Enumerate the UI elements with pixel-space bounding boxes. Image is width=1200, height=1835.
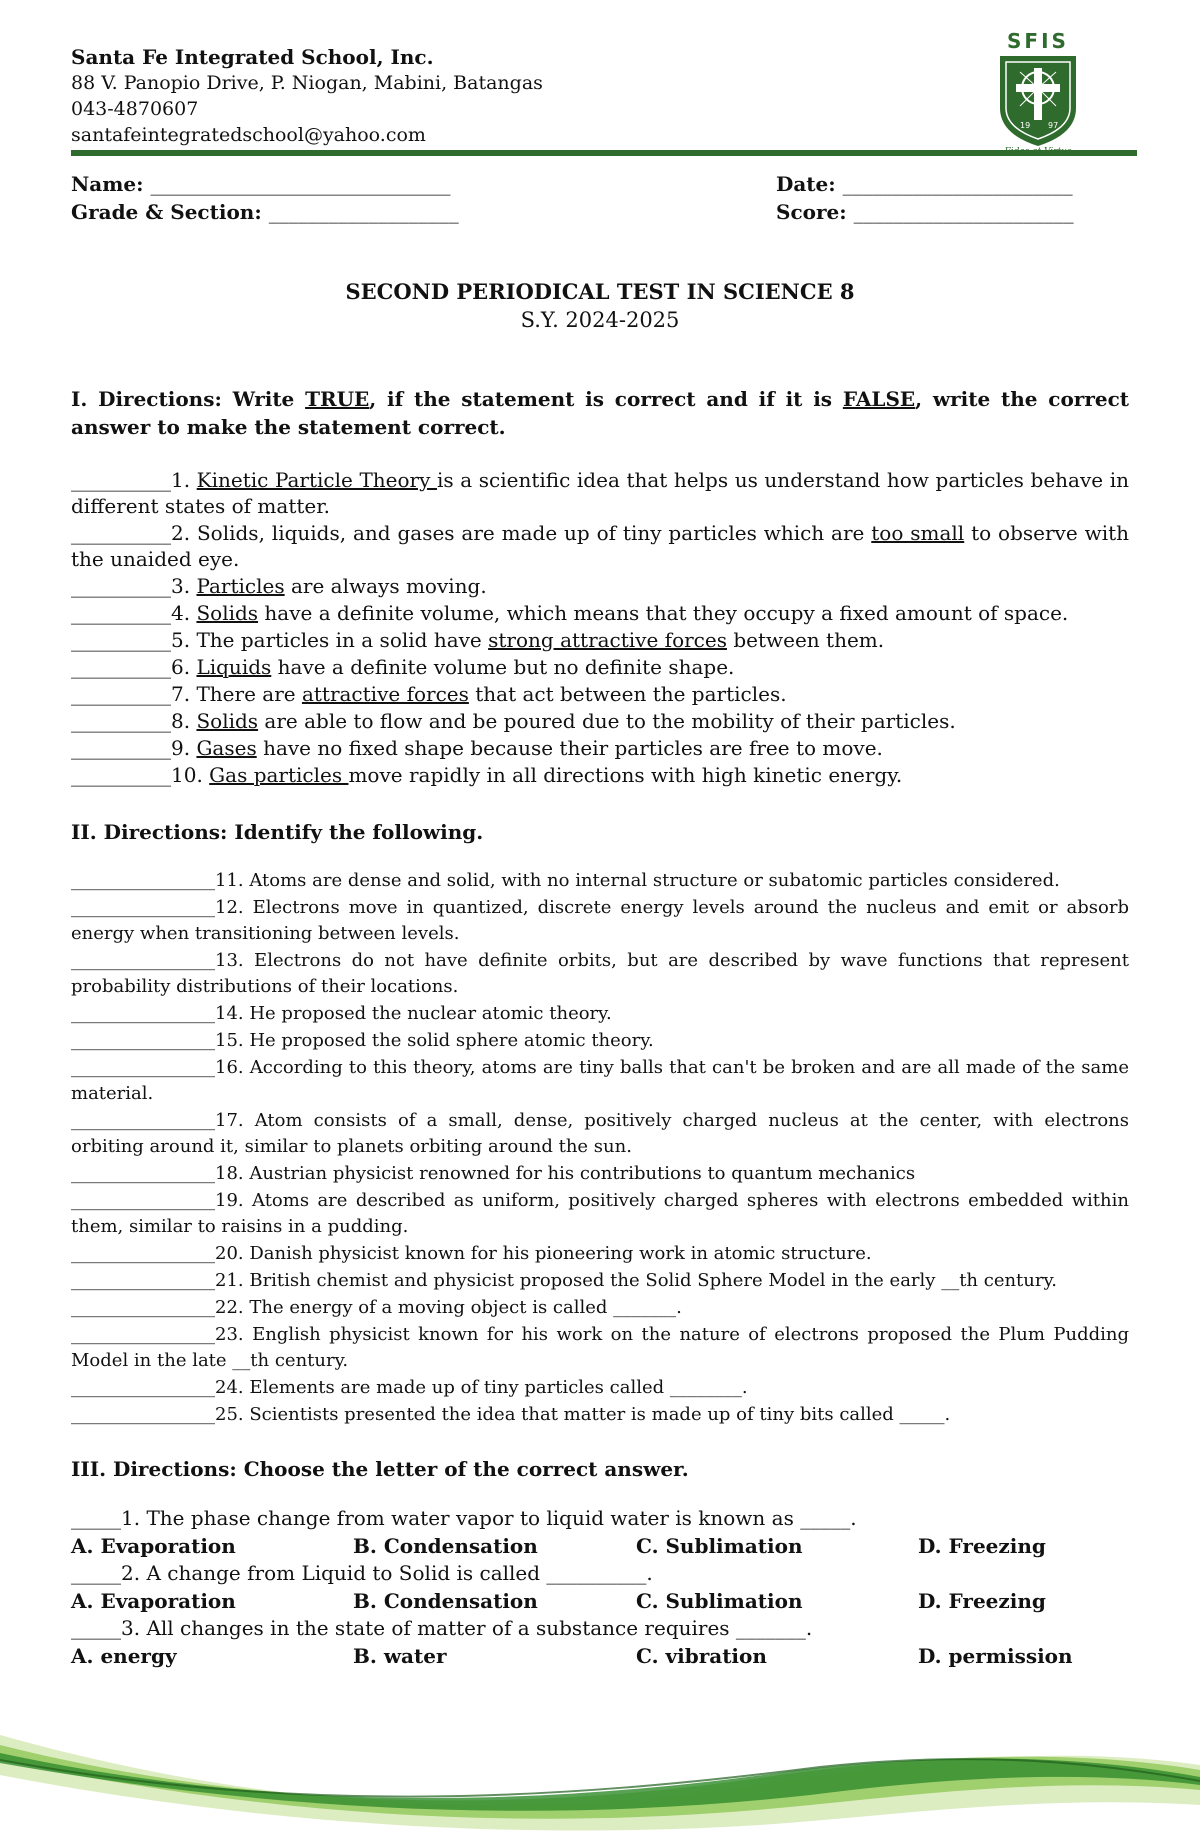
choices-row: [71, 1532, 1129, 1560]
answer-blank[interactable]: _____: [71, 1616, 121, 1640]
part-2-directions: II. Directions: Identify the following.: [71, 820, 484, 844]
part-2-items: [71, 868, 1129, 1428]
school-name: Santa Fe Integrated School, Inc.: [71, 45, 434, 69]
list-item: __________9. Gases have no fixed shape because their particles are free to move.: [71, 736, 883, 760]
list-item: ________________16. According to this theory, atoms are tiny balls that can't be broken and are all made of the same material.: [71, 1057, 1129, 1104]
answer-blank[interactable]: __________: [71, 601, 171, 625]
answer-blank[interactable]: ________________: [71, 1243, 215, 1264]
part-3-questions: [71, 1505, 1129, 1670]
part-2: [71, 818, 1129, 1428]
date-label: Date:: [776, 172, 836, 196]
part-1-items: [71, 467, 1129, 788]
grade-section-field[interactable]: ___________________: [268, 200, 459, 224]
list-item: ________________11. Atoms are dense and solid, with no internal structure or subatomic particles considered.: [71, 870, 1060, 891]
list-item: ________________23. English physicist known for his work on the nature of electrons proposed the Plum Pudding Model in the late __th century.: [71, 1324, 1129, 1371]
list-item: __________3. Particles are always moving.: [71, 574, 487, 598]
answer-blank[interactable]: ________________: [71, 1057, 215, 1078]
list-item: __________5. The particles in a solid have strong attractive forces between them.: [71, 628, 885, 652]
date-score-fields: [776, 170, 1074, 226]
answer-blank[interactable]: ________________: [71, 1030, 215, 1051]
choice-c: C. Sublimation: [636, 1534, 803, 1558]
answer-blank[interactable]: __________: [71, 763, 171, 787]
choice-c: C. Sublimation: [636, 1589, 803, 1613]
question-text: _____1. The phase change from water vapor to liquid water is known as _____.: [71, 1506, 857, 1530]
question-text: _____2. A change from Liquid to Solid is called __________.: [71, 1561, 653, 1585]
logo-year-right: 97: [1048, 121, 1059, 130]
answer-blank[interactable]: __________: [71, 736, 171, 760]
answer-blank[interactable]: __________: [71, 655, 171, 679]
answer-blank[interactable]: ________________: [71, 1270, 215, 1291]
answer-blank[interactable]: _____: [71, 1506, 121, 1530]
list-item: __________7. There are attractive forces that act between the particles.: [71, 682, 787, 706]
name-label: Name:: [71, 172, 144, 196]
choices-row: [71, 1642, 1129, 1670]
part-3: [71, 1455, 1129, 1670]
choice-c: C. vibration: [636, 1644, 767, 1668]
answer-blank[interactable]: ________________: [71, 1163, 215, 1184]
answer-blank[interactable]: __________: [71, 468, 171, 492]
choice-d: D. Freezing: [918, 1589, 1046, 1613]
score-label: Score:: [776, 200, 847, 224]
answer-blank[interactable]: __________: [71, 682, 171, 706]
answer-blank[interactable]: __________: [71, 709, 171, 733]
answer-blank[interactable]: ________________: [71, 1003, 215, 1024]
list-item: __________10. Gas particles move rapidly in all directions with high kinetic energy.: [71, 763, 903, 787]
logo-year-left: 19: [1020, 121, 1031, 130]
answer-blank[interactable]: ________________: [71, 950, 215, 971]
choice-d: D. permission: [918, 1644, 1073, 1668]
list-item: ________________24. Elements are made up of tiny particles called ________.: [71, 1377, 748, 1398]
question-text: _____3. All changes in the state of matter of a substance requires _______.: [71, 1616, 813, 1640]
list-item: ________________13. Electrons do not have definite orbits, but are described by wave functions that represent probability distributions of their locations.: [71, 950, 1129, 997]
answer-blank[interactable]: ________________: [71, 897, 215, 918]
score-field[interactable]: ______________________: [853, 200, 1074, 224]
choice-a: A. Evaporation: [71, 1534, 236, 1558]
part-1-directions: I. Directions: Write TRUE, if the statement is correct and if it is FALSE, write the correct answer to make the statement correct.: [71, 387, 1130, 439]
choice-a: A. Evaporation: [71, 1589, 236, 1613]
list-item: __________4. Solids have a definite volume, which means that they occupy a fixed amount of space.: [71, 601, 1069, 625]
title-main: SECOND PERIODICAL TEST IN SCIENCE 8: [345, 279, 855, 304]
grade-label: Grade & Section:: [71, 200, 262, 224]
list-item: ________________21. British chemist and physicist proposed the Solid Sphere Model in the early __th century.: [71, 1270, 1057, 1291]
choice-b: B. Condensation: [353, 1589, 538, 1613]
list-item: __________1. Kinetic Particle Theory is a scientific idea that helps us understand how particles behave in different states of matter.: [71, 468, 1129, 518]
answer-blank[interactable]: __________: [71, 628, 171, 652]
date-field[interactable]: _______________________: [842, 172, 1073, 196]
list-item: ________________22. The energy of a moving object is called _______.: [71, 1297, 682, 1318]
choice-a: A. energy: [71, 1644, 177, 1668]
answer-blank[interactable]: ________________: [71, 1404, 215, 1425]
answer-blank[interactable]: __________: [71, 521, 171, 545]
choice-b: B. Condensation: [353, 1534, 538, 1558]
school-address: 88 V. Panopio Drive, P. Niogan, Mabini, Batangas: [71, 72, 543, 94]
name-field[interactable]: ______________________________: [150, 172, 451, 196]
answer-blank[interactable]: __________: [71, 574, 171, 598]
answer-blank[interactable]: ________________: [71, 870, 215, 891]
list-item: ________________19. Atoms are described as uniform, positively charged spheres with electrons embedded within them, similar to raisins in a pudding.: [71, 1190, 1129, 1237]
choices-row: [71, 1587, 1129, 1615]
footer-wave-decoration: [0, 1715, 1200, 1835]
answer-blank[interactable]: ________________: [71, 1324, 215, 1345]
list-item: ________________25. Scientists presented the idea that matter is made up of tiny bits called _____.: [71, 1404, 951, 1425]
header-divider: [71, 150, 1137, 156]
part-3-directions: III. Directions: Choose the letter of the correct answer.: [71, 1457, 689, 1481]
school-year: S.Y. 2024-2025: [520, 308, 680, 332]
answer-blank[interactable]: _____: [71, 1561, 121, 1585]
list-item: ________________14. He proposed the nuclear atomic theory.: [71, 1003, 612, 1024]
list-item: __________2. Solids, liquids, and gases are made up of tiny particles which are too small to observe with the unaided eye.: [71, 521, 1130, 571]
list-item: __________6. Liquids have a definite volume but no definite shape.: [71, 655, 735, 679]
test-title: [0, 278, 1200, 334]
school-email: santafeintegratedschool@yahoo.com: [71, 124, 426, 146]
list-item: __________8. Solids are able to flow and be poured due to the mobility of their particles.: [71, 709, 956, 733]
answer-blank[interactable]: ________________: [71, 1377, 215, 1398]
answer-blank[interactable]: ________________: [71, 1190, 215, 1211]
choice-b: B. water: [353, 1644, 447, 1668]
list-item: ________________20. Danish physicist known for his pioneering work in atomic structure.: [71, 1243, 872, 1264]
list-item: ________________17. Atom consists of a small, dense, positively charged nucleus at the center, with electrons orbiting around it, similar to planets orbiting around the sun.: [71, 1110, 1129, 1157]
school-logo: [990, 28, 1086, 156]
logo-acronym: SFIS: [1007, 29, 1069, 53]
answer-blank[interactable]: ________________: [71, 1110, 215, 1131]
list-item: ________________18. Austrian physicist renowned for his contributions to quantum mechanics: [71, 1163, 916, 1184]
list-item: ________________12. Electrons move in quantized, discrete energy levels around the nucleus and emit or absorb energy when transitioning between levels.: [71, 897, 1129, 944]
part-1: [71, 385, 1129, 788]
student-fields: [71, 170, 459, 226]
answer-blank[interactable]: ________________: [71, 1297, 215, 1318]
school-header: [71, 44, 543, 148]
school-phone: 043-4870607: [71, 98, 199, 120]
choice-d: D. Freezing: [918, 1534, 1046, 1558]
list-item: ________________15. He proposed the solid sphere atomic theory.: [71, 1030, 654, 1051]
